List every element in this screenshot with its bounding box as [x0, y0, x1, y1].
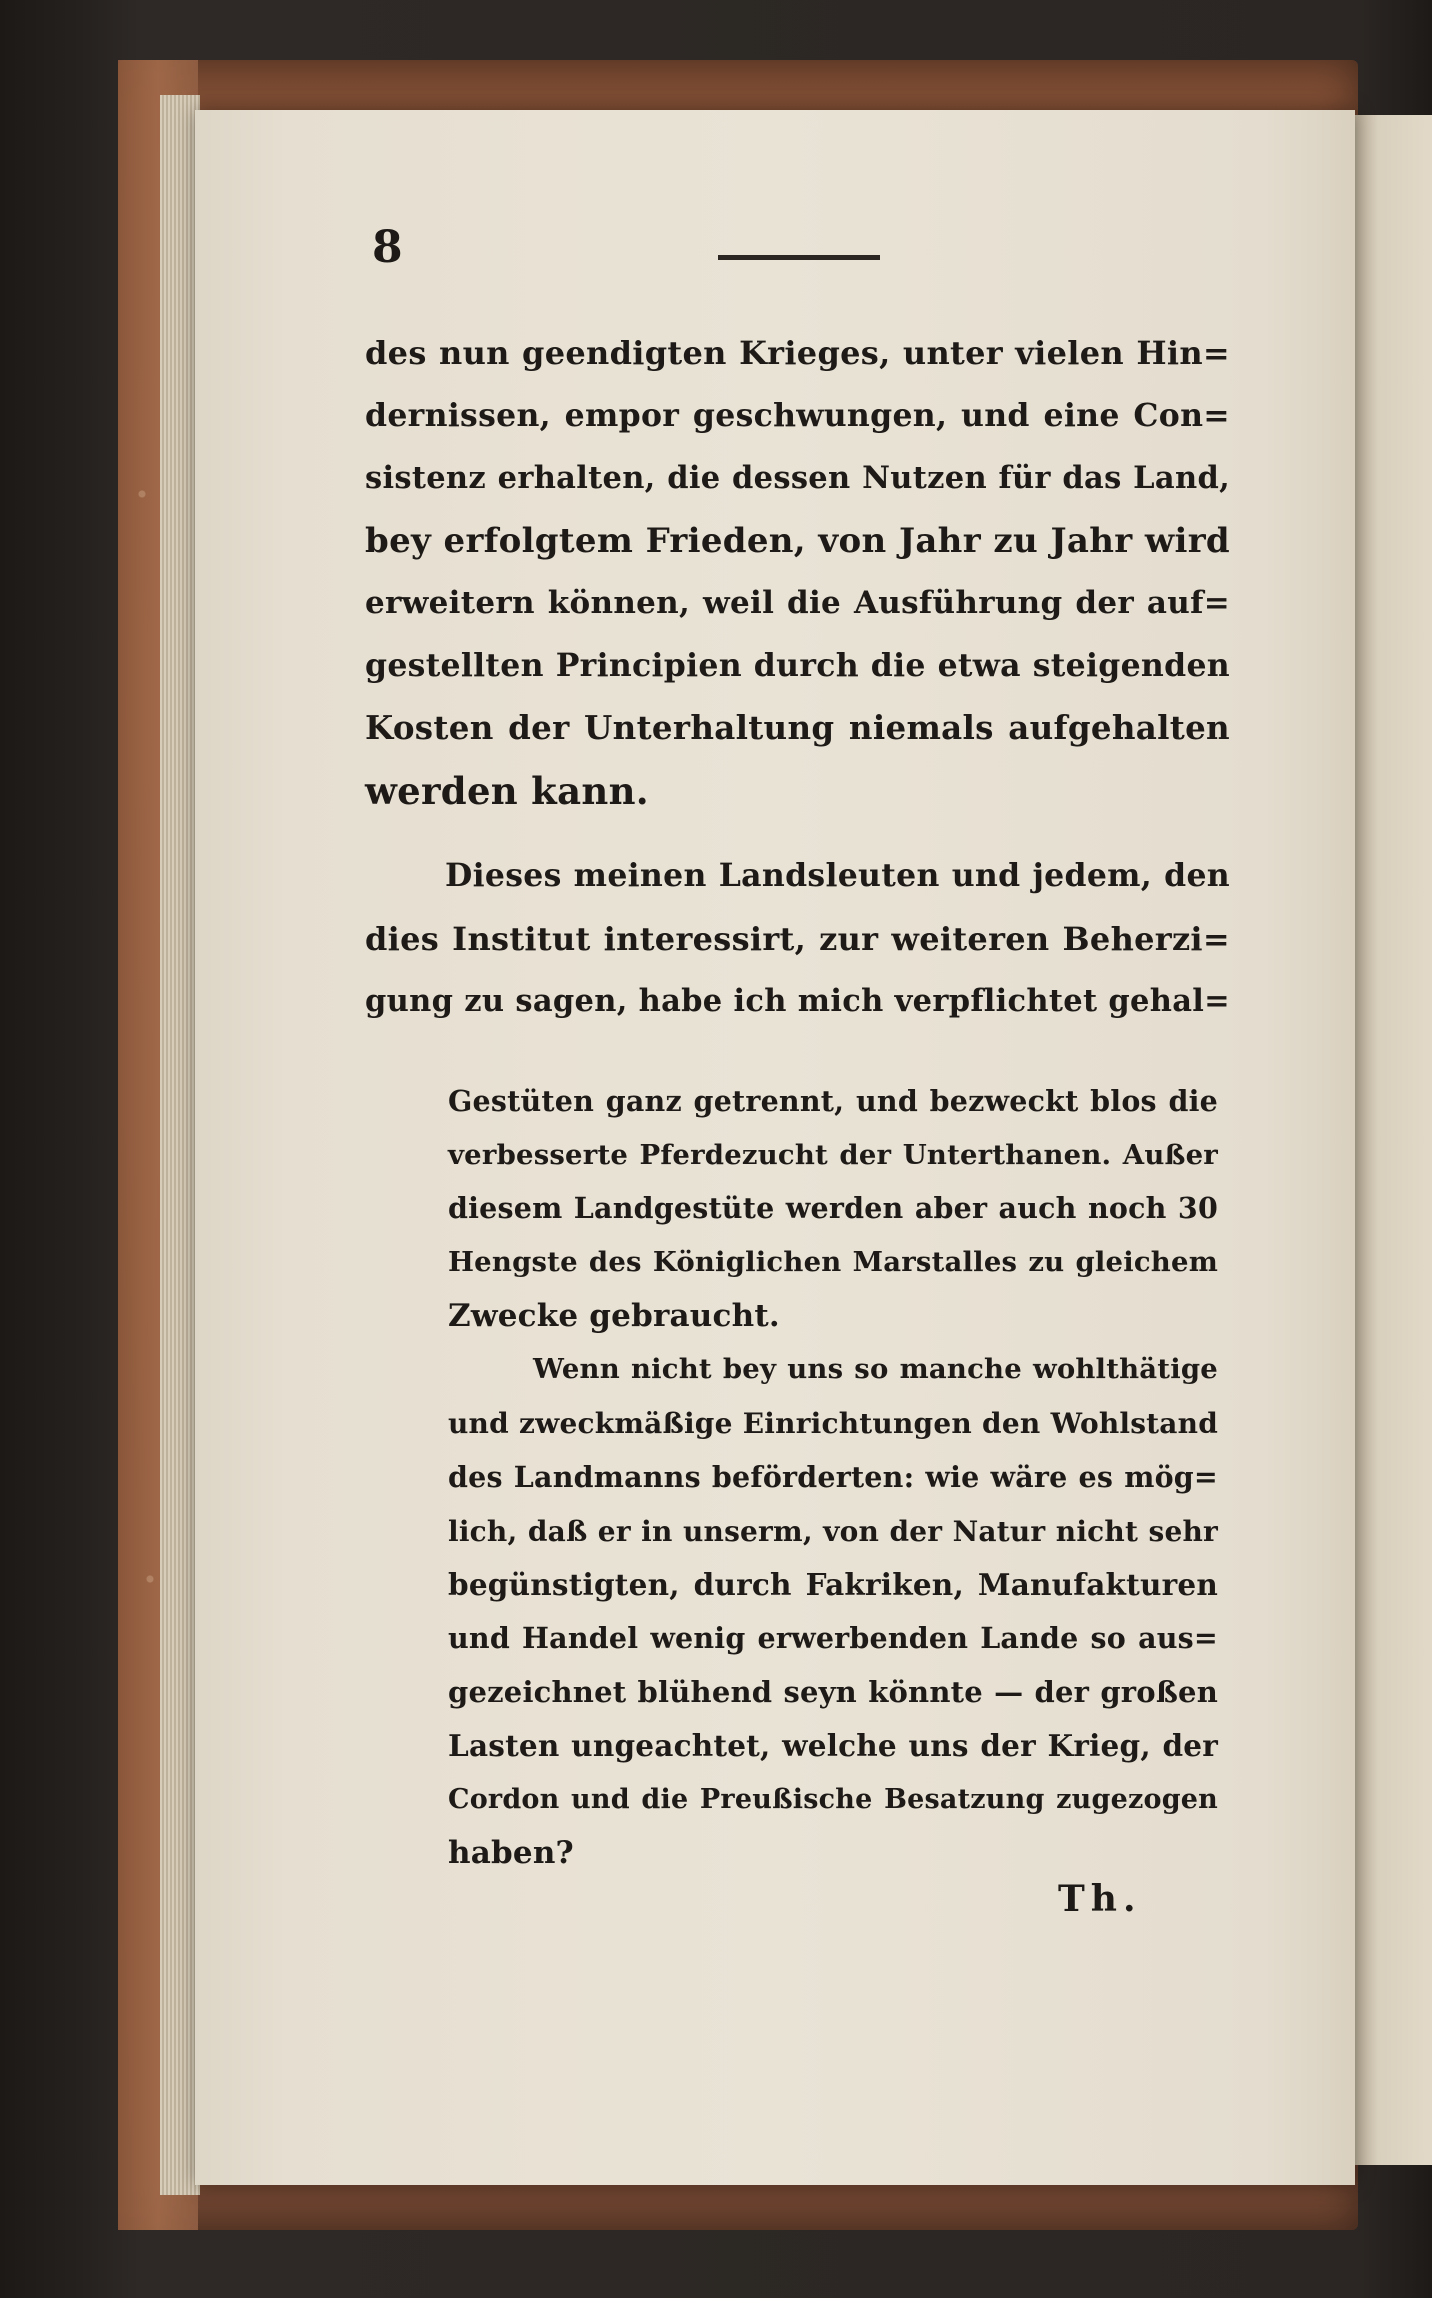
footnote-line: gezeichnet blühend seyn könnte — der großen — [448, 1674, 1218, 1709]
footnote-line: verbesserte Pferdezucht der Unterthanen. Außer — [448, 1138, 1218, 1171]
text-line: Dieses meinen Landsleuten und jedem, den — [445, 857, 1230, 894]
text-line: gestellten Principien durch die etwa steigenden — [365, 646, 1230, 684]
header-rule — [718, 255, 880, 260]
footnote-line: Hengste des Königlichen Marstalles zu gleichem — [448, 1246, 1218, 1279]
footnote-line: begünstigten, durch Fakriken, Manufakturen — [448, 1567, 1218, 1603]
footnotes — [448, 1075, 1218, 1880]
footnote-line: des Landmanns beförderten: wie wäre es mög= — [448, 1459, 1218, 1494]
page-stack-edge — [160, 95, 200, 2195]
text-line: des nun geendigten Krieges, unter vielen Hin= — [365, 334, 1230, 372]
footnote-line: und Handel wenig erwerbenden Lande so aus= — [448, 1620, 1218, 1655]
text-line: gung zu sagen, habe ich mich verpflichtet gehal= — [365, 983, 1230, 1019]
footnote-line: und zweckmäßige Einrichtungen den Wohlstand — [448, 1407, 1218, 1441]
text-line: bey erfolgtem Frieden, von Jahr zu Jahr wird — [365, 520, 1230, 561]
footnote-line: Wenn nicht bey uns so manche wohlthätige — [533, 1353, 1218, 1386]
footnote-line: Gestüten ganz getrennt, und bezweckt blos die — [448, 1084, 1218, 1118]
text-line: dies Institut interessirt, zur weiteren Beherzi= — [365, 919, 1230, 958]
text-line: sistenz erhalten, die dessen Nutzen für das Land, — [365, 460, 1230, 496]
footnote-line: Lasten ungeachtet, welche uns der Krieg, der — [448, 1728, 1218, 1764]
footnote-line: lich, daß er in unserm, von der Natur nicht sehr — [448, 1514, 1218, 1548]
text-line: erweitern können, weil die Ausführung der auf= — [365, 585, 1230, 621]
main-paragraph-2 — [365, 845, 1230, 1033]
text-line: dernissen, empor geschwungen, und eine Con= — [365, 396, 1230, 434]
page-number: 8 — [372, 222, 403, 273]
footnote-line: Cordon und die Preußische Besatzung zugezogen — [448, 1783, 1218, 1815]
main-paragraph-1 — [365, 322, 1230, 822]
facing-page-edge — [1355, 115, 1432, 2165]
footnote-line: diesem Landgestüte werden aber auch noch 30 — [448, 1191, 1218, 1226]
footnote-line: haben? — [448, 1834, 574, 1871]
footnote-line: Zwecke gebraucht. — [448, 1297, 780, 1334]
signature: Th. — [1058, 1878, 1142, 1920]
text-line: werden kann. — [365, 768, 649, 813]
text-line: Kosten der Unterhaltung niemals aufgehalten — [365, 708, 1230, 747]
